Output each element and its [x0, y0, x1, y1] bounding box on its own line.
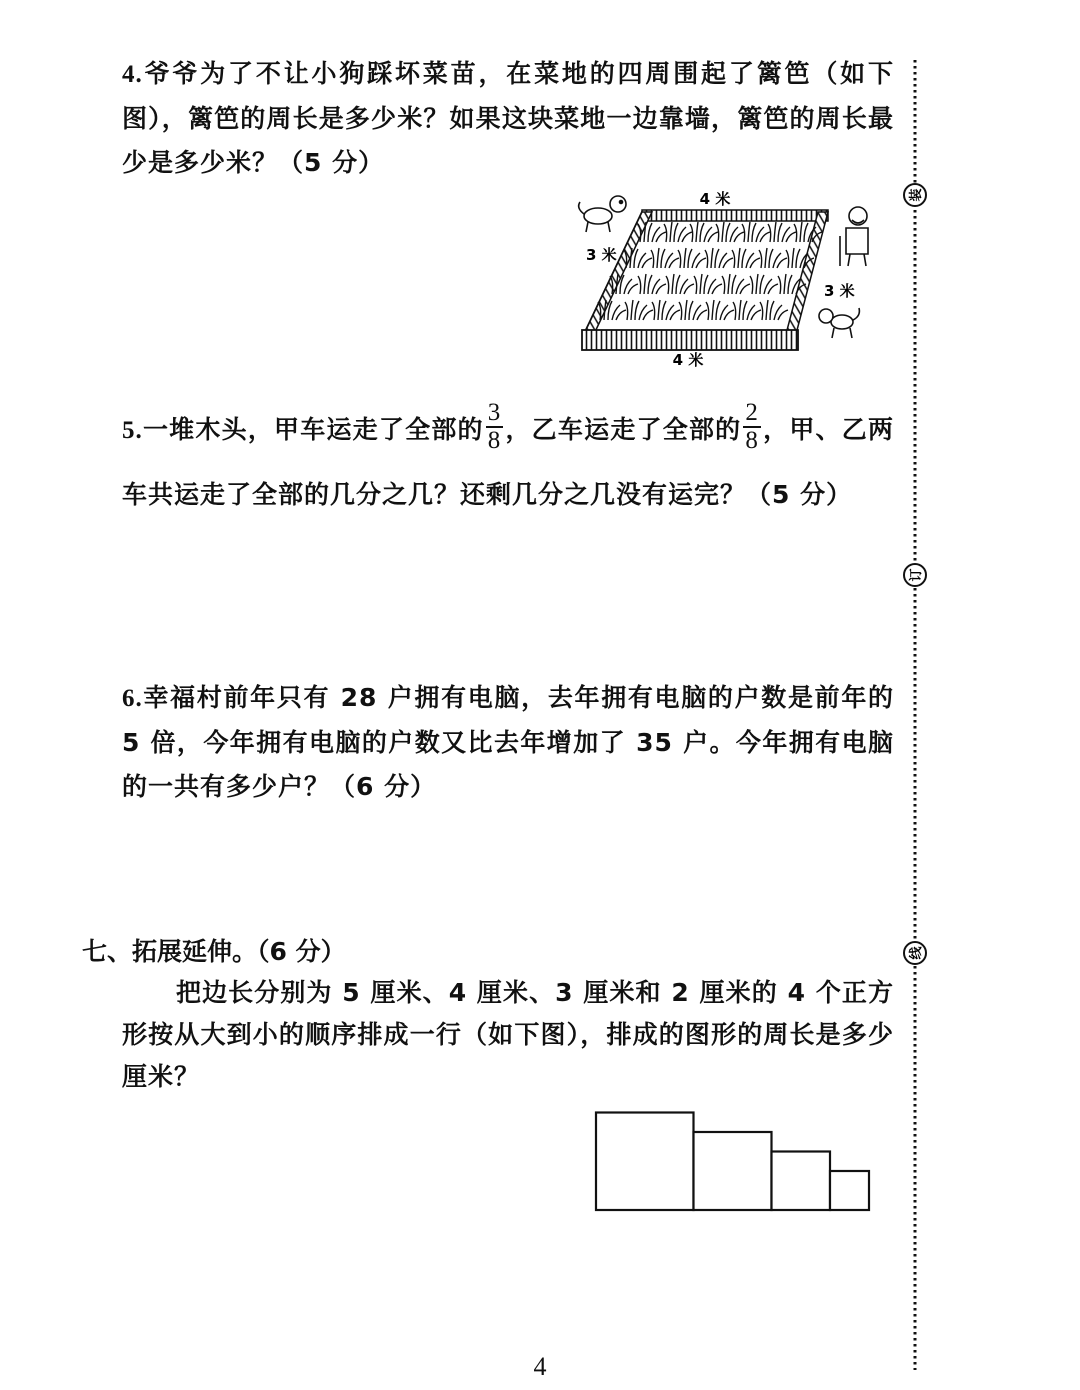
square-4cm — [694, 1132, 772, 1210]
label-right: 3 米 — [824, 282, 855, 300]
binding-mark — [904, 942, 926, 964]
fraction-numerator: 2 — [745, 399, 759, 426]
square-2cm — [830, 1171, 869, 1210]
fraction-numerator: 3 — [487, 399, 502, 426]
fraction-3-8 — [486, 400, 504, 454]
binding-mark — [904, 564, 926, 586]
fence-front — [582, 330, 798, 350]
section-heading: 七、拓展延伸。（6 分） — [82, 937, 346, 966]
squares-figure — [592, 1108, 872, 1216]
svg-text:线: 线 — [909, 946, 924, 960]
fenced-field-figure — [570, 182, 870, 372]
question-5 — [122, 398, 894, 527]
question-text: ，甲、乙两车共运走了全部的几分之几？还剩几分之几没有运完？（5 分） — [122, 415, 894, 509]
question-text: ，乙车运走了全部的 — [505, 415, 742, 444]
binding-line — [900, 60, 940, 1370]
question-number: 5. — [122, 417, 143, 444]
fence-back — [642, 210, 828, 221]
page-number: 4 — [533, 1352, 547, 1381]
question-4 — [122, 52, 894, 185]
square-5cm — [596, 1113, 694, 1211]
fraction-denominator: 8 — [487, 427, 502, 454]
question-text: 幸福村前年只有 28 户拥有电脑，去年拥有电脑的户数是前年的 5 倍，今年拥有电脑的户数又比去年增加了 35 户。今年拥有电脑的一共有多少户？（6 分） — [122, 683, 894, 801]
question-number: 6. — [122, 685, 143, 712]
question-text: 爷爷为了不让小狗踩坏菜苗，在菜地的四周围起了篱笆（如下图），篱笆的周长是多少米？如果这块菜地一边靠墙，篱笆的周长最少是多少米？（5 分） — [122, 59, 894, 177]
square-3cm — [772, 1152, 831, 1211]
question-text: 一堆木头，甲车运走了全部的 — [142, 415, 484, 444]
extension-problem-text: 把边长分别为 5 厘米、4 厘米、3 厘米和 2 厘米的 4 个正方形按从大到小的顺序排成一行（如下图），排成的图形的周长是多少厘米？ — [122, 978, 894, 1091]
label-top: 4 米 — [699, 190, 731, 208]
fraction-2-8 — [743, 400, 761, 454]
label-left: 3 米 — [586, 246, 617, 264]
question-number: 4. — [122, 61, 143, 88]
svg-text:装: 装 — [909, 188, 924, 202]
grandpa-icon — [840, 207, 868, 266]
binding-mark — [904, 184, 926, 206]
svg-text:订: 订 — [909, 568, 924, 582]
puppy-icon — [819, 308, 859, 338]
question-6 — [122, 676, 894, 809]
fraction-denominator: 8 — [745, 427, 759, 454]
label-bottom: 4 米 — [672, 351, 704, 369]
dog-icon — [579, 196, 626, 232]
